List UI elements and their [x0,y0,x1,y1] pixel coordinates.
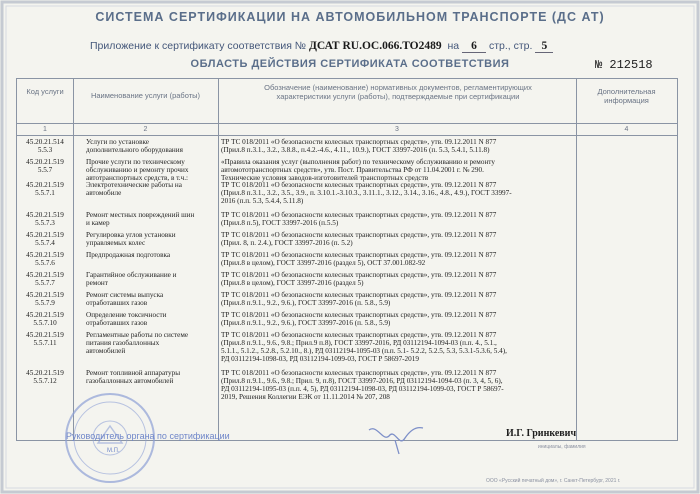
row-docs-line: (Прил.8 п.9.1., 9.6., 9.8.; Прил.9 п.8), ГОСТ 33997-2016, РД 03112194-1094-03 (п.п. 4., 5.1., [221,339,497,347]
col-number: 3 [395,126,399,133]
col-info-header: Дополнительная информация [597,87,656,105]
row-docs-line: ТР ТС 018/2011 «О безопасности колесных транспортных средств», утв. 09.12.2011 N 877 [221,331,497,339]
row-code-line: 5.5.7.6 [35,259,55,267]
row-code-line: 45.20.21.519 [26,231,64,239]
row-code-line: 5.5.7.3 [35,219,55,227]
row-service-line: газобаллонных автомобилей [86,377,174,385]
row-docs-line: (Прил.8 п.9.1., 9.2., 9.6.), ГОСТ 33997-2016 (п. 5.8., 5.9) [221,319,391,327]
printer-line: ООО «Русский печатный дом», г. Санкт-Петербург, 2021 г. [486,478,621,484]
row-service-line: Ремонт местных повреждений шин [86,211,195,219]
row-service-line: Определение токсичности [86,311,167,319]
row-service-line: автомобилей [86,347,126,355]
row-service-line: управляемых колес [86,239,146,247]
row-docs-line: (Прил.8 п.5), ГОСТ 33997-2016 (п.5.5) [221,219,339,227]
signer-name: И.Г. Гринкевич [506,428,577,439]
page-label: стр., стр. [488,40,533,52]
stamp-mp: М.П. [107,448,120,454]
row-service-line: Прочие услуги по техническому [86,158,185,166]
row-code-line: 5.5.7.12 [33,377,57,385]
pages-total: 6 [462,40,486,53]
row-docs-line: 2019, Решения Коллегии ЕЭК от 11.11.2014 № 207, 208 [221,393,390,401]
row-docs-line: (Прил.8 в целом), ГОСТ 33997-2016 (раздел 5), ОСТ 37.001.082-92 [221,259,426,267]
row-code-line: 45.20.21.519 [26,211,64,219]
row-docs-line: ТР ТС 018/2011 «О безопасности колесных транспортных средств», утв. 09.12.2011 N 877 [221,138,497,146]
row-docs-line: (Прил.8 п.9.1., 9.2., 9.6.), ГОСТ 33997-2016 (п. 5.8., 5.9) [221,299,391,307]
row-docs-line: ТР ТС 018/2011 «О безопасности колесных транспортных средств», утв. 09.12.2011 N 877 [221,311,497,319]
row-service-line: и камер [86,219,110,227]
row-docs-line: ТР ТС 018/2011 «О безопасности колесных транспортных средств», утв. 09.12.2011 N 877 [221,251,497,259]
fio-label: инициалы, фамилия [538,444,586,450]
annex-prefix: Приложение к сертификату соответствия № [90,40,307,52]
stamp-label: Руководитель органа по сертификации [66,431,230,441]
row-service-line: Ремонт топливной аппаратуры [86,369,181,377]
col-service-header: Наименование услуги (работы) [90,91,201,100]
row-service-line: Услуги по установке [86,138,149,146]
row-code-line: 45.20.21.519 [26,251,64,259]
row-docs-line: (Прил. 8, п. 2.4.), ГОСТ 33997-2016 (п. 5.2) [221,239,353,247]
col-docs-header: Обозначение (наименование) нормативных документов, регламентирующих характеристики услуги (работы), подтверждаемые при сертификации [264,83,532,101]
row-docs-line: автомототранспортных средств», утв. Пост. Правительства РФ от 11.04.2001 г. № 290. [221,166,484,174]
col-code-header: Код услуги [26,87,64,96]
row-docs-line: ТР ТС 018/2011 «О безопасности колесных транспортных средств», утв. 09.12.2011 N 877 [221,291,497,299]
row-service-line: обслуживанию и ремонту прочих [86,166,189,174]
row-code-line: 45.20.21.519 [26,271,64,279]
row-docs-line: 5.1.1., 5.1.2., 5.2.8., 5.2.10., 8.), РД 03112194-1095-03 (п.п. 5.1- 5.2.2, 5.2.5, 5.3, 5.3.1-5.3.6, 5.4), [221,347,507,355]
row-code-line: 45.20.21.519 [26,331,64,339]
row-code-line: 45.20.21.519 [26,311,64,319]
col-number: 4 [624,126,629,133]
row-service-line: Ремонт системы выпуска [86,291,164,299]
row-docs-line: РД 03112194-1095-03 (п.п. 4, 5), РД 03112194-1098-03, РД 03112194-1099-03, ГОСТ Р 58697- [221,385,504,393]
area-title: ОБЛАСТЬ ДЕЙСТВИЯ СЕРТИФИКАТА СООТВЕТСТВИЯ [190,58,510,70]
row-docs-line: ТР ТС 018/2011 «О безопасности колесных транспортных средств», утв. 09.12.2011 N 877 [221,271,497,279]
row-service-line: Регламентные работы по системе [86,331,189,339]
row-code-line: 5.5.7.1 [35,189,55,197]
row-docs-line: (Прил.8 п.9.1., 9.6., 9.8.; Прил. 9, п.8), ГОСТ 33997-2016, РД 03112194-1094-03 (п. 3, 4, 5, 6), [221,377,503,385]
row-code-line: 5.5.3 [37,146,53,154]
row-docs-line: ТР ТС 018/2011 «О безопасности колесных транспортных средств», утв. 09.12.2011 N 877 [221,231,497,239]
row-docs-line: (Прил.8 в целом), ГОСТ 33997-2016 (раздел 5) [221,279,364,287]
row-docs-line: 2016 (п.п. 5.3, 5.4.4, 5.11.8) [221,197,304,205]
on-label: на [447,40,460,52]
certificate-number: ДСАТ RU.OC.066.TO2489 [308,40,442,52]
col-number: 1 [43,126,47,133]
row-code-line: 5.5.7.9 [35,299,55,307]
page-current: 5 [535,40,553,53]
row-code-line: 5.5.7.4 [35,239,55,247]
row-docs-line: ТР ТС 018/2011 «О безопасности колесных транспортных средств», утв. 09.12.2011 N 877 [221,211,497,219]
system-title: СИСТЕМА СЕРТИФИКАЦИИ НА АВТОМОБИЛЬНОМ ТРАНСПОРТЕ (ДС АТ) [95,10,605,24]
row-docs-line: РД 03112194-1098-03, РД 03112194-1099-03, ГОСТ Р 58697-2019 [221,355,419,363]
row-service-line: питания газобаллонных [86,339,160,347]
row-code-line: 45.20.21.519 [26,291,64,299]
row-docs-line: Технические условия заводов-изготовителей транспортных средств [221,174,429,182]
signature [365,420,435,456]
row-docs-line: «Правила оказания услуг (выполнения работ) по техническому обслуживанию и ремонту [221,158,495,166]
row-code-line: 5.5.7.7 [35,279,55,287]
row-code-line: 45.20.21.519 [26,158,64,166]
row-service-line: Регулировка углов установки [86,231,176,239]
row-service-line: Предпродажная подготовка [86,251,171,259]
row-code-line: 45.20.21.514 [26,138,64,146]
row-service-line: Гарантийное обслуживание и [86,271,177,279]
row-service-line: отработавших газов [86,299,148,307]
row-code-line: 5.5.7.11 [33,339,57,347]
row-service-line: автотранспортных средств, в т.ч.: [86,174,188,182]
row-code-line: 45.20.21.519 [26,181,64,189]
row-service-line: отработавших газов [86,319,148,327]
annex-line [90,40,553,53]
row-docs-line: (Прил.8 п.3.1., 3.2., 3.5., 3.9., п. 3.10.1.-3.10.3., 3.11.1., 3.12., 3.14., 3.16., 4.8., 4.9.), ГОСТ 33997- [221,189,512,197]
row-service-line: Электротехнические работы на [86,181,182,189]
row-docs-line: (Прил.8 п.3.1., 3.2., 3.8.8., п.4.2.-4.6., 4.11., 10.9.), ГОСТ 33997-2016 (п. 5.3, 5.4.1, 5.11.8) [221,146,490,154]
row-service-line: автомобиле [86,189,122,197]
row-docs-line: ТР ТС 018/2011 «О безопасности колесных транспортных средств», утв. 09.12.2011 N 877 [221,369,497,377]
form-serial-number: № 212518 [595,58,653,72]
row-service-line: ремонт [86,279,108,287]
row-service-line: дополнительного оборудования [86,146,183,154]
row-docs-line: ТР ТС 018/2011 «О безопасности колесных транспортных средств», утв. 09.12.2011 N 877 [221,181,497,189]
row-code-line: 5.5.7.10 [33,319,57,327]
col-number: 2 [143,126,148,133]
row-code-line: 45.20.21.519 [26,369,64,377]
scope-table [16,78,678,441]
row-code-line: 5.5.7 [37,166,53,174]
